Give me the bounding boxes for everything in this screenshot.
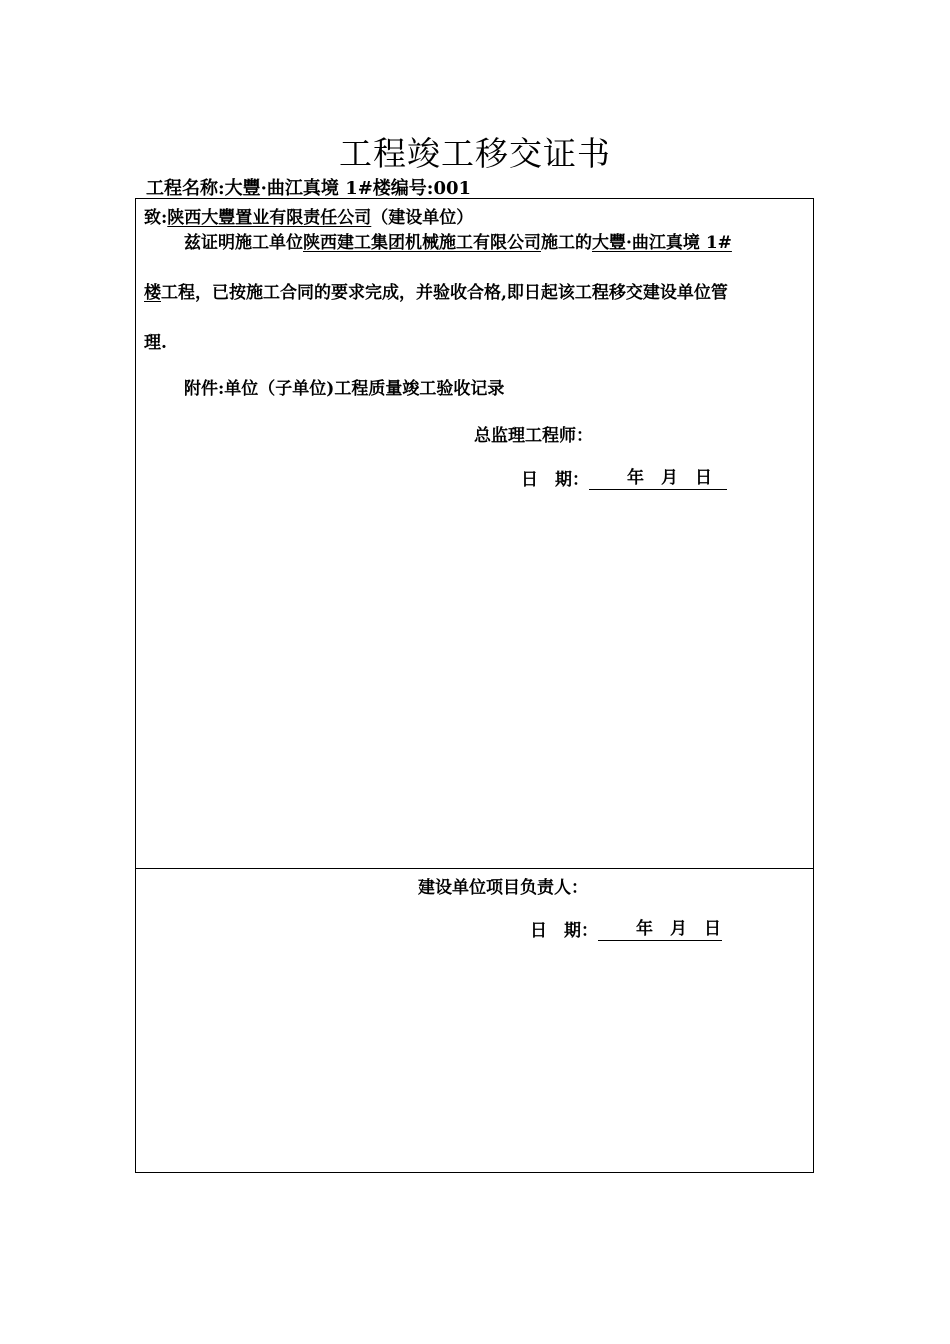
project-name-inline-cont: 楼 — [144, 283, 161, 303]
chief-engineer-label: 总监理工程师： — [474, 426, 593, 446]
day-label: 日 — [695, 468, 712, 488]
year-label: 年 — [636, 919, 653, 939]
body-line-3: 理. — [144, 333, 167, 353]
project-name: 大豐·曲江真境 1#楼 — [224, 178, 391, 199]
certificate-table — [135, 198, 814, 1173]
body-line-1 — [184, 228, 732, 253]
recipient-company: 陕西大豐置业有限责任公司 — [167, 208, 372, 228]
lower-date-line — [530, 916, 722, 941]
date-blank — [589, 468, 727, 490]
month-label: 月 — [670, 919, 687, 939]
project-name-label: 工程名称: — [146, 178, 225, 199]
attachment-line: 附件:单位（子单位)工程质量竣工验收记录 — [184, 379, 505, 399]
body-text: 兹证明施工单位 — [184, 233, 303, 253]
recipient-suffix: （建设单位） — [371, 208, 474, 228]
month-label: 月 — [661, 468, 678, 488]
body-text: 施工的 — [541, 233, 592, 253]
section-divider — [136, 868, 813, 869]
project-name-inline: 大豐·曲江真境 1# — [592, 233, 732, 253]
date-label: 日 期： — [521, 470, 589, 490]
contractor-name: 陕西建工集团机械施工有限公司 — [303, 233, 541, 253]
date-blank — [598, 919, 722, 941]
upper-date-line — [521, 465, 727, 490]
year-label: 年 — [627, 468, 644, 488]
project-number-label: 编号: — [390, 178, 434, 199]
body-text: 工程，已按施工合同的要求完成，并验收合格,即日起该工程移交建设单位管 — [161, 283, 728, 303]
recipient-line — [144, 203, 473, 228]
owner-rep-label: 建设单位项目负责人： — [418, 878, 588, 898]
document-title: 工程竣工移交证书 — [339, 134, 611, 173]
project-header — [146, 174, 471, 200]
date-label: 日 期： — [530, 921, 598, 941]
day-label: 日 — [704, 919, 721, 939]
recipient-prefix: 致: — [144, 208, 168, 228]
project-number: 001 — [433, 178, 472, 199]
body-line-2 — [144, 278, 728, 303]
